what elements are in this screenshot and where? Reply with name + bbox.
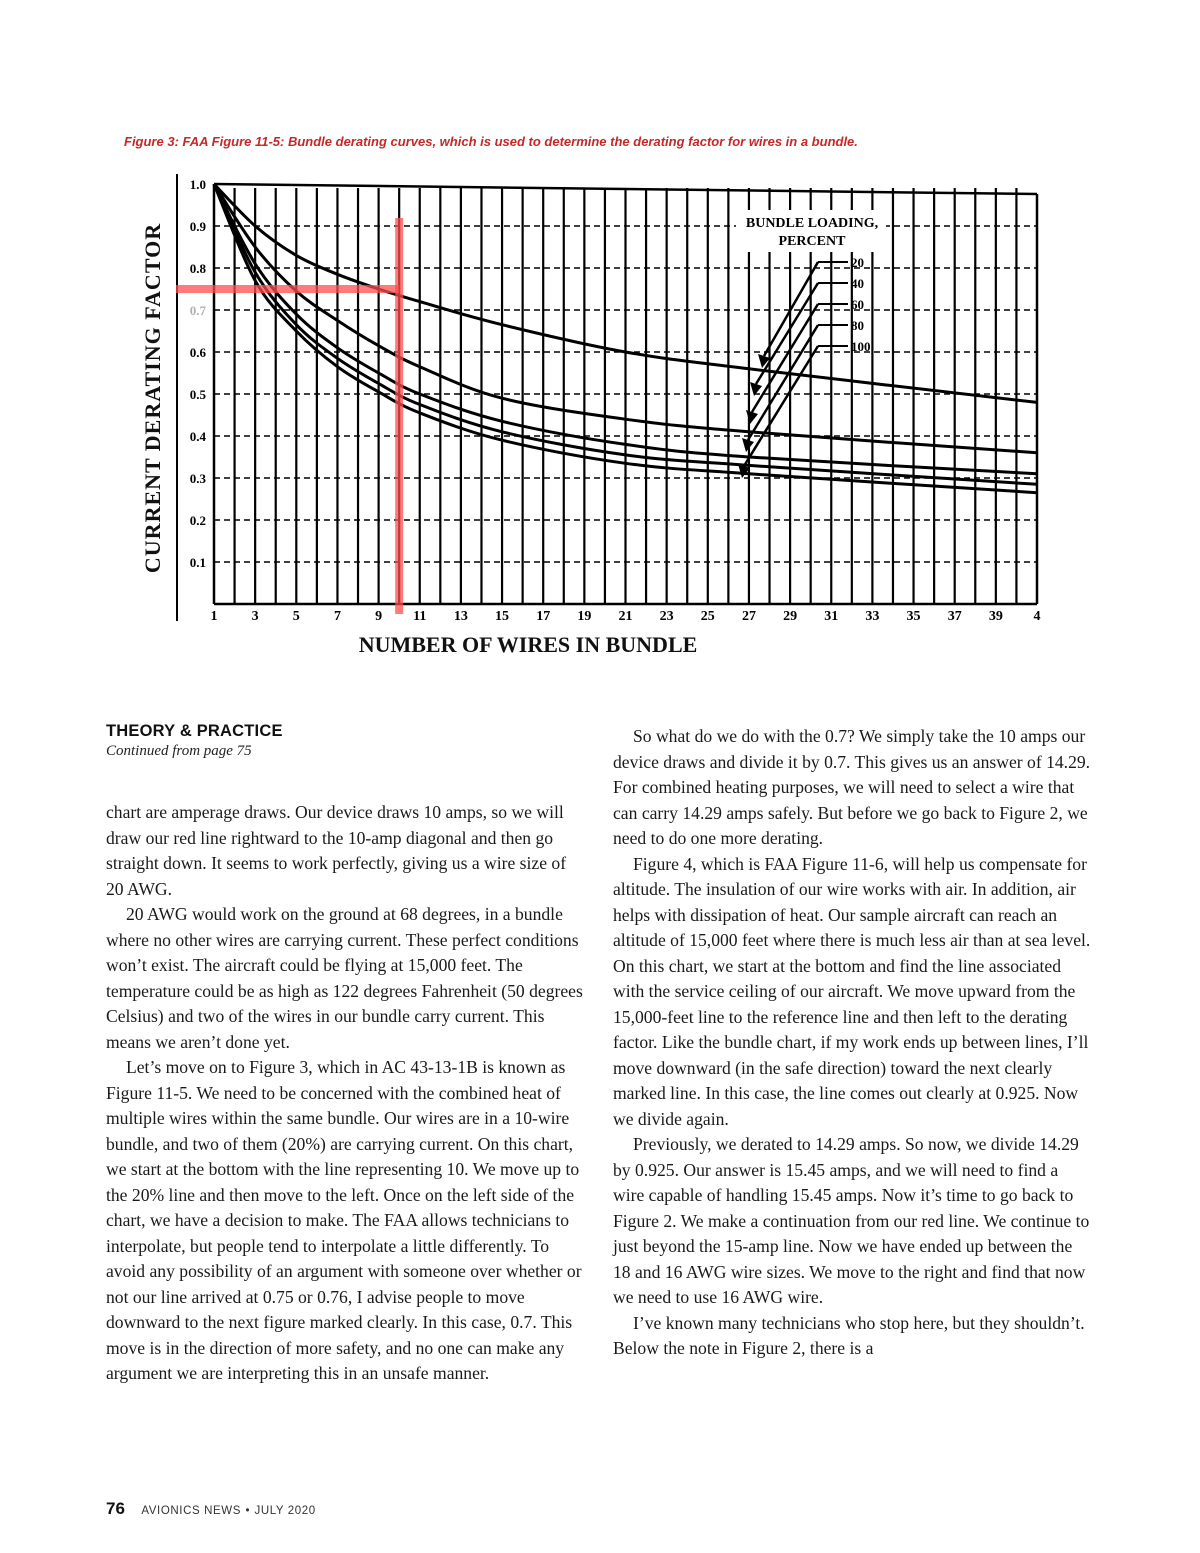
x-axis-label: NUMBER OF WIRES IN BUNDLE xyxy=(358,632,698,657)
y-tick-label: 0.7 xyxy=(189,303,206,318)
y-tick-label: 0.2 xyxy=(189,513,206,528)
red-vertical-line xyxy=(395,218,403,614)
x-tick-label: 39 xyxy=(988,609,1003,624)
paragraph: 20 AWG would work on the ground at 68 degrees, in a bundle where no other wires are carrying current. These perfect conditions won’t exist. The aircraft could be flying at 15,000 feet. The temperature could be as high as 122 degrees Fahrenheit (50 degrees Celsius) and two of the wires in our bundle carry current. This means we aren’t done yet. xyxy=(106,904,583,1052)
x-tick-label: 21 xyxy=(618,609,633,624)
x-tick-label: 23 xyxy=(659,609,674,624)
bundle-derating-chart xyxy=(130,166,1050,666)
x-tick-label: 13 xyxy=(453,609,468,624)
y-tick-label: 1.0 xyxy=(189,177,206,192)
x-tick-labels xyxy=(211,609,1041,624)
section-heading: THEORY & PRACTICE xyxy=(106,722,283,740)
paragraph: I’ve known many technicians who stop here, but they shouldn’t. Below the note in Figure 2, there is a xyxy=(613,1312,1085,1358)
page-footer xyxy=(106,1499,316,1519)
x-tick-label: 31 xyxy=(824,609,839,624)
paragraph: Figure 4, which is FAA Figure 11-6, will help us compensate for altitude. The insulation of our wire works with air. In addition, air helps with dissipation of heat. Our sample aircraft can reach an altitude of 15,000 feet where there is much less air than at sea level. On this chart, we start at the bottom and find the line associated with the service ceiling of our aircraft. We move upward from the 15,000-feet line to the reference line and then left to the derating factor. Like the bundle chart, if my work ends up between lines, I’ll move downward (in the safe direction) toward the next clearly marked line. In this case, the line comes out clearly at 0.925. Now we divide again. xyxy=(613,853,1091,1129)
legend-entry-label: 20 xyxy=(851,255,864,270)
x-tick-label: 29 xyxy=(783,609,798,624)
x-tick-label: 7 xyxy=(333,609,341,624)
x-tick-label: 19 xyxy=(577,609,592,624)
paragraph: chart are amperage draws. Our device draws 10 amps, so we will draw our red line rightward to the 10-amp diagonal and then go straight down. It seems to work perfectly, giving us a wire size of 20 AWG. xyxy=(106,802,567,899)
x-tick-label: 25 xyxy=(700,609,715,624)
paragraph: So what do we do with the 0.7? We simply take the 10 amps our device draws and divide it by 0.7. This gives us an answer of 14.29. For combined heating purposes, we will need to select a wire that can carry 14.29 amps safely. But before we go back to Figure 2, we need to do one more derating. xyxy=(613,726,1091,848)
continued-note: Continued from page 75 xyxy=(106,743,252,759)
x-tick-label: 27 xyxy=(741,609,756,624)
x-tick-label: 15 xyxy=(495,609,510,624)
legend-entry-label: 100 xyxy=(851,339,871,354)
x-tick-label: 37 xyxy=(947,609,962,624)
legend-entry-label: 80 xyxy=(851,318,864,333)
legend-title-line-1: BUNDLE LOADING, xyxy=(745,216,879,231)
legend-entry-label: 60 xyxy=(851,297,864,312)
y-tick-label: 0.8 xyxy=(189,261,206,276)
x-tick-label: 9 xyxy=(375,609,383,624)
footer-separator: • xyxy=(245,1505,251,1517)
y-tick-label: 0.5 xyxy=(189,387,206,402)
plot-background xyxy=(130,166,1050,666)
y-tick-label: 0.9 xyxy=(189,219,206,234)
paragraph: Previously, we derated to 14.29 amps. So now, we divide 14.29 by 0.925. Our answer is 15.45 amps, and we will need to find a wire capable of handling 15.45 amps. Now it’s time to go back to Figure 2. We make a continuation from our red line. We continue to just beyond the 15-amp line. Now we have ended up between the 18 and 16 AWG wire sizes. We move to the right and find that now we need to use 16 AWG wire. xyxy=(613,1134,1090,1307)
x-tick-label: 33 xyxy=(865,609,880,624)
article-left-column xyxy=(106,800,584,1387)
publication-name: AVIONICS NEWS xyxy=(141,1505,241,1517)
paragraph: Let’s move on to Figure 3, which in AC 43-13-1B is known as Figure 11-5. We need to be concerned with the combined heat of multiple wires within the same bundle. Our wires are in a 10-wire bundle, and two of them (20%) are carrying current. On this chart, we start at the bottom with the line representing 10. We move up to the 20% line and then move to the left. Once on the left side of the chart, we have a decision to make. The FAA allows technicians to interpolate, but people tend to interpolate a little differently. To avoid any possibility of an argument with someone over whether or not our line arrived at 0.75 or 0.76, I advise people to move downward to the next figure marked clearly. In this case, 0.7. This move is in the direction of more safety, and no one can make any argument we are interpreting this in an unsafe manner. xyxy=(106,1057,582,1383)
y-tick-label: 0.1 xyxy=(189,555,206,570)
x-tick-label: 35 xyxy=(906,609,921,624)
page-number: 76 xyxy=(106,1499,125,1518)
y-tick-label: 0.6 xyxy=(189,345,206,360)
y-tick-label: 0.3 xyxy=(189,471,206,486)
x-tick-label: 5 xyxy=(292,609,300,624)
x-tick-label: 1 xyxy=(210,609,218,624)
y-tick-label: 0.4 xyxy=(189,429,206,444)
x-tick-label: 4 xyxy=(1033,609,1041,624)
legend-title-line-2: PERCENT xyxy=(778,234,846,249)
x-tick-label: 11 xyxy=(413,609,427,624)
x-tick-label: 3 xyxy=(251,609,259,624)
figure-caption: Figure 3: FAA Figure 11-5: Bundle derating curves, which is used to determine the derating factor for wires in a bundle. xyxy=(124,134,858,149)
article-right-column xyxy=(613,724,1091,1362)
issue-date: JULY 2020 xyxy=(254,1505,316,1517)
x-tick-label: 17 xyxy=(536,609,551,624)
legend-entry-label: 40 xyxy=(851,276,864,291)
red-horizontal-line xyxy=(176,285,399,293)
y-axis-label: CURRENT DERATING FACTOR xyxy=(140,222,165,574)
